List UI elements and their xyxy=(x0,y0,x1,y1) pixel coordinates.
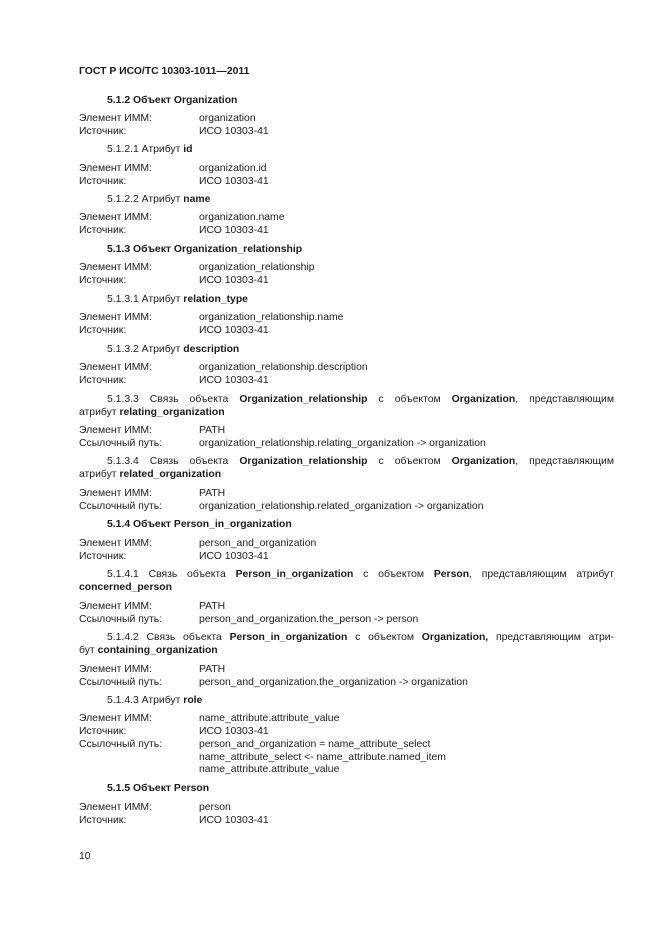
section-5-1-3-2-mapping: Элемент ИММ: organization_relationship.description Источник: ИСО 10303-41 xyxy=(79,362,368,386)
section-5-1-2-2-heading: 5.1.2.2 Атрибут name xyxy=(107,194,211,205)
section-5-1-4-3-heading: 5.1.4.3 Атрибут role xyxy=(107,695,203,706)
section-5-1-4-mapping: Элемент ИММ: person_and_organization Источник: ИСО 10303-41 xyxy=(79,538,317,562)
section-5-1-2-heading: 5.1.2 Объект Organization xyxy=(107,95,238,106)
section-5-1-2-1-heading: 5.1.2.1 Атрибут id xyxy=(107,144,193,155)
document-header: ГОСТ Р ИСО/ТС 10303-1011—2011 xyxy=(79,66,250,77)
section-5-1-3-1-mapping: Элемент ИММ: organization_relationship.name Источник: ИСО 10303-41 xyxy=(79,312,344,336)
section-5-1-4-3-mapping: Элемент ИММ: name_attribute.attribute_value Источник: ИСО 10303-41 Ссылочный путь: person_and_organization = name_attribute_select name_attribute_select <- name_attribute.named_item name_attribute.attribute_value xyxy=(79,713,446,775)
section-5-1-3-heading: 5.1.3 Объект Organization_relationship xyxy=(107,244,303,255)
source-value: ИСО 10303-41 xyxy=(199,125,269,137)
section-5-1-2-mapping xyxy=(79,113,619,138)
section-5-1-4-heading: 5.1.4 Объект Person_in_organization xyxy=(107,519,292,530)
section-5-1-3-3-mapping: Элемент ИММ: PATH Ссылочный путь: organization_relationship.relating_organization -> organization xyxy=(79,425,486,449)
section-5-1-3-3-paragraph: 5.1.3.3 Связь объекта Organization_relationship с объектом Organization, представляющим атрибут relating_organization xyxy=(79,394,614,418)
section-5-1-4-2-paragraph: 5.1.4.2 Связь объекта Person_in_organization с объектом Organization, представляющим атри- бут containing_organization xyxy=(79,632,614,656)
section-5-1-5-mapping: Элемент ИММ: person Источник: ИСО 10303-41 xyxy=(79,802,269,826)
section-5-1-4-1-mapping: Элемент ИММ: PATH Ссылочный путь: person_and_organization.the_person -> person xyxy=(79,601,419,625)
page-number: 10 xyxy=(79,851,91,862)
section-5-1-2-1-mapping: Элемент ИММ: organization.id Источник: ИСО 10303-41 xyxy=(79,163,269,187)
section-5-1-3-2-heading: 5.1.3.2 Атрибут description xyxy=(107,344,240,355)
section-5-1-3-1-heading: 5.1.3.1 Атрибут relation_type xyxy=(107,294,248,305)
section-5-1-3-4-paragraph: 5.1.3.4 Связь объекта Organization_relationship с объектом Organization, представляющим атрибут related_organization xyxy=(79,456,614,480)
imm-value: organization xyxy=(199,113,256,124)
section-5-1-4-1-paragraph: 5.1.4.1 Связь объекта Person_in_organization с объектом Person, представляющим атрибут concerned_person xyxy=(79,569,615,593)
section-5-1-3-4-mapping: Элемент ИММ: PATH Ссылочный путь: organization_relationship.related_organization -> organization xyxy=(79,488,484,512)
source-label: Источник: xyxy=(79,125,127,137)
section-5-1-3-mapping: Элемент ИММ: organization_relationship Источник: ИСО 10303-41 xyxy=(79,262,315,286)
section-5-1-5-heading: 5.1.5 Объект Person xyxy=(107,783,210,794)
section-5-1-4-2-mapping: Элемент ИММ: PATH Ссылочный путь: person_and_organization.the_organization -> organization xyxy=(79,664,468,688)
imm-label: Элемент ИММ: xyxy=(79,113,152,124)
section-5-1-2-2-mapping: Элемент ИММ: organization.name Источник: ИСО 10303-41 xyxy=(79,212,285,236)
